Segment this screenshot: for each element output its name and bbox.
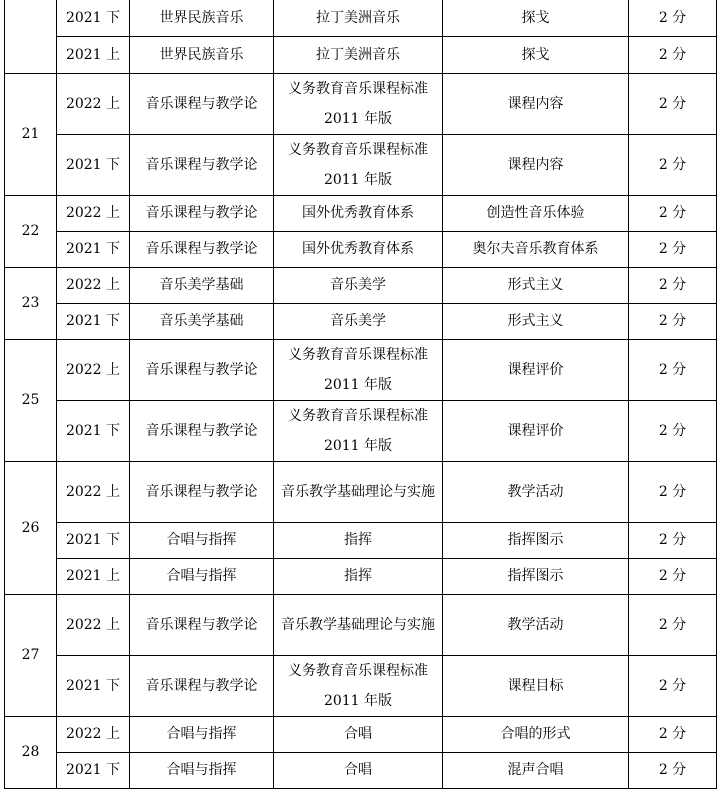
score-cell: 2 分	[629, 231, 717, 267]
course-cell: 音乐课程与教学论	[130, 655, 274, 716]
knowledge-point-cell: 合唱的形式	[443, 716, 629, 752]
topic-cell: 指挥	[274, 558, 443, 594]
topic-cell: 音乐教学基础理论与实施	[274, 594, 443, 655]
question-number-cell	[5, 0, 57, 73]
score-cell: 2 分	[629, 752, 717, 788]
score-cell: 2 分	[629, 716, 717, 752]
exam-term-cell: 2022 上	[57, 267, 130, 303]
topic-cell: 合唱	[274, 716, 443, 752]
score-cell: 2 分	[629, 558, 717, 594]
table-row	[5, 400, 717, 461]
topic-cell: 音乐美学	[274, 267, 443, 303]
knowledge-point-cell: 形式主义	[443, 303, 629, 339]
knowledge-point-cell: 混声合唱	[443, 752, 629, 788]
exam-term-cell: 2021 下	[57, 0, 130, 36]
question-number-cell: 27	[5, 594, 57, 716]
exam-term-cell: 2021 下	[57, 231, 130, 267]
score-cell: 2 分	[629, 134, 717, 195]
question-number-cell: 21	[5, 73, 57, 195]
course-cell: 音乐课程与教学论	[130, 461, 274, 522]
table-row	[5, 655, 717, 716]
score-cell: 2 分	[629, 36, 717, 73]
course-cell: 合唱与指挥	[130, 752, 274, 788]
course-cell: 合唱与指挥	[130, 522, 274, 558]
question-number-cell: 26	[5, 461, 57, 594]
question-number-cell: 22	[5, 195, 57, 267]
knowledge-point-cell: 探戈	[443, 0, 629, 36]
question-number-cell: 28	[5, 716, 57, 788]
score-cell: 2 分	[629, 522, 717, 558]
score-cell: 2 分	[629, 0, 717, 36]
exam-term-cell: 2022 上	[57, 339, 130, 400]
document-page	[4, 0, 717, 789]
course-cell: 音乐课程与教学论	[130, 231, 274, 267]
knowledge-point-cell: 教学活动	[443, 594, 629, 655]
knowledge-point-cell: 教学活动	[443, 461, 629, 522]
knowledge-point-cell: 课程评价	[443, 339, 629, 400]
knowledge-point-cell: 形式主义	[443, 267, 629, 303]
knowledge-point-cell: 创造性音乐体验	[443, 195, 629, 231]
table-row	[5, 73, 717, 134]
knowledge-point-cell: 奥尔夫音乐教育体系	[443, 231, 629, 267]
table-row	[5, 134, 717, 195]
topic-cell: 合唱	[274, 752, 443, 788]
table-row	[5, 231, 717, 267]
table-row	[5, 303, 717, 339]
topic-cell: 义务教育音乐课程标准 2011 年版	[274, 339, 443, 400]
topic-cell: 音乐教学基础理论与实施	[274, 461, 443, 522]
exam-term-cell: 2021 下	[57, 752, 130, 788]
exam-term-cell: 2022 上	[57, 195, 130, 231]
topic-cell: 拉丁美洲音乐	[274, 0, 443, 36]
course-cell: 合唱与指挥	[130, 716, 274, 752]
topic-cell: 音乐美学	[274, 303, 443, 339]
score-cell: 2 分	[629, 195, 717, 231]
topic-cell: 义务教育音乐课程标准 2011 年版	[274, 73, 443, 134]
course-cell: 音乐课程与教学论	[130, 134, 274, 195]
table-row	[5, 195, 717, 231]
course-cell: 音乐课程与教学论	[130, 594, 274, 655]
score-cell: 2 分	[629, 461, 717, 522]
exam-topic-table	[4, 0, 717, 789]
score-cell: 2 分	[629, 400, 717, 461]
exam-term-cell: 2021 下	[57, 134, 130, 195]
knowledge-point-cell: 课程内容	[443, 134, 629, 195]
table-row	[5, 461, 717, 522]
exam-term-cell: 2022 上	[57, 461, 130, 522]
score-cell: 2 分	[629, 655, 717, 716]
table-row	[5, 36, 717, 73]
exam-term-cell: 2022 上	[57, 716, 130, 752]
score-cell: 2 分	[629, 267, 717, 303]
topic-cell: 国外优秀教育体系	[274, 195, 443, 231]
exam-term-cell: 2021 上	[57, 558, 130, 594]
exam-term-cell: 2021 下	[57, 303, 130, 339]
score-cell: 2 分	[629, 339, 717, 400]
course-cell: 世界民族音乐	[130, 0, 274, 36]
table-row	[5, 522, 717, 558]
topic-cell: 国外优秀教育体系	[274, 231, 443, 267]
knowledge-point-cell: 指挥图示	[443, 522, 629, 558]
score-cell: 2 分	[629, 73, 717, 134]
course-cell: 音乐课程与教学论	[130, 195, 274, 231]
exam-term-cell: 2022 上	[57, 594, 130, 655]
table-row	[5, 0, 717, 36]
exam-term-cell: 2021 下	[57, 522, 130, 558]
course-cell: 世界民族音乐	[130, 36, 274, 73]
table-row	[5, 716, 717, 752]
table-body	[5, 0, 717, 788]
question-number-cell: 25	[5, 339, 57, 461]
course-cell: 音乐课程与教学论	[130, 400, 274, 461]
exam-term-cell: 2021 下	[57, 400, 130, 461]
exam-term-cell: 2021 下	[57, 655, 130, 716]
topic-cell: 拉丁美洲音乐	[274, 36, 443, 73]
course-cell: 音乐课程与教学论	[130, 73, 274, 134]
table-row	[5, 558, 717, 594]
course-cell: 音乐美学基础	[130, 267, 274, 303]
knowledge-point-cell: 探戈	[443, 36, 629, 73]
knowledge-point-cell: 课程评价	[443, 400, 629, 461]
topic-cell: 义务教育音乐课程标准 2011 年版	[274, 655, 443, 716]
knowledge-point-cell: 课程内容	[443, 73, 629, 134]
question-number-cell: 23	[5, 267, 57, 339]
course-cell: 合唱与指挥	[130, 558, 274, 594]
topic-cell: 义务教育音乐课程标准 2011 年版	[274, 400, 443, 461]
exam-term-cell: 2021 上	[57, 36, 130, 73]
score-cell: 2 分	[629, 594, 717, 655]
table-row	[5, 594, 717, 655]
table-row	[5, 339, 717, 400]
knowledge-point-cell: 课程目标	[443, 655, 629, 716]
topic-cell: 义务教育音乐课程标准 2011 年版	[274, 134, 443, 195]
topic-cell: 指挥	[274, 522, 443, 558]
course-cell: 音乐美学基础	[130, 303, 274, 339]
table-row	[5, 752, 717, 788]
score-cell: 2 分	[629, 303, 717, 339]
knowledge-point-cell: 指挥图示	[443, 558, 629, 594]
exam-term-cell: 2022 上	[57, 73, 130, 134]
table-row	[5, 267, 717, 303]
course-cell: 音乐课程与教学论	[130, 339, 274, 400]
